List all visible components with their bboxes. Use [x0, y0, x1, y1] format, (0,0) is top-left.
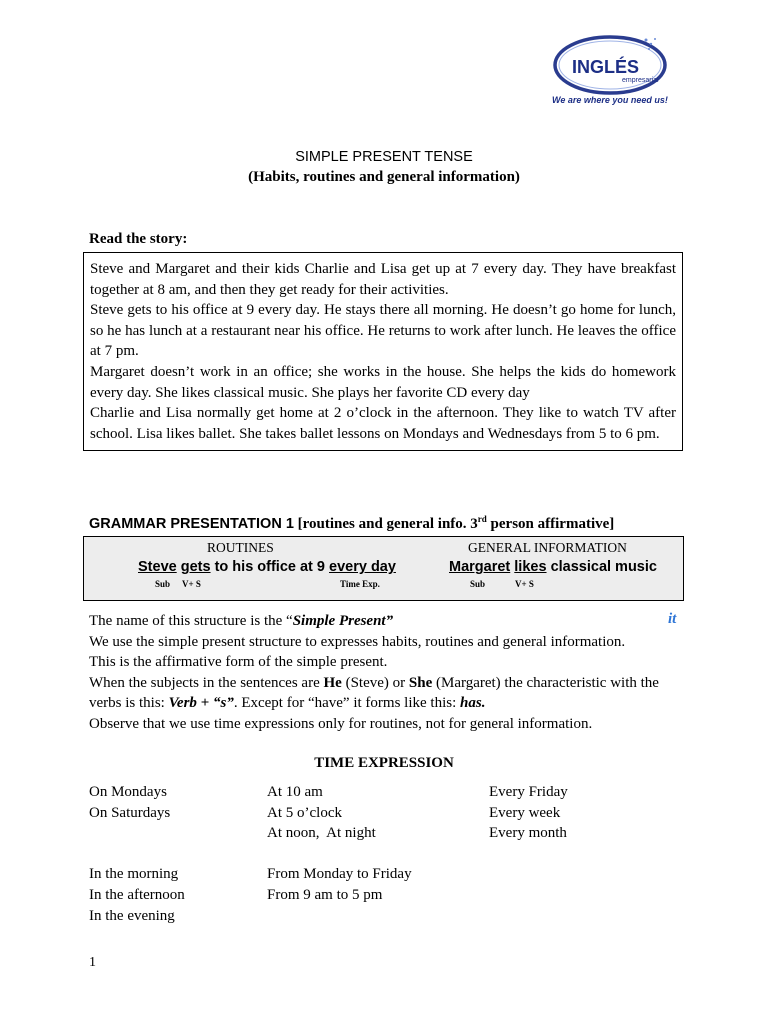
time-expression-item: Every Friday — [489, 784, 568, 800]
story-paragraph: Margaret doesn’t work in an office; she works in the house. She helps the kids do homework every day. She likes classical music. She plays her favorite CD every day — [90, 363, 676, 401]
general-rest: classical music — [550, 559, 657, 575]
time-expression-column-1 — [89, 782, 185, 926]
routine-subject: Steve — [138, 559, 177, 575]
explanation — [89, 611, 679, 735]
routine-sub-label: Sub — [155, 579, 171, 589]
explanation-text: When the subjects in the sentences are — [89, 674, 324, 691]
routine-middle: to his office at 9 — [214, 559, 325, 575]
explanation-line — [89, 611, 679, 632]
routine-time: every day — [329, 559, 396, 575]
explanation-text: . Except for “have” it forms like this: — [233, 695, 461, 712]
time-expression-item: Every month — [489, 825, 567, 842]
grammar-title-sup: rd — [477, 514, 487, 524]
story-box — [83, 252, 683, 451]
explanation-line: This is the affirmative form of the simple present. — [89, 654, 388, 671]
time-expression-item: In the morning — [89, 866, 179, 883]
routines-header: ROUTINES — [207, 540, 274, 555]
time-expression-title: TIME EXPRESSION — [314, 755, 454, 771]
logo-brand: INGLÉS — [572, 57, 640, 77]
time-expression-spacer — [89, 844, 185, 865]
explanation-line — [89, 673, 679, 694]
time-expression-column-2 — [267, 782, 412, 906]
page-subtitle: (Habits, routines and general information) — [248, 169, 520, 185]
general-verb-label: V+ S — [515, 579, 534, 589]
explanation-line: Observe that we use time expressions only for routines, not for general information. — [89, 715, 593, 732]
it-annotation: it — [668, 611, 677, 627]
grammar-title-bracket-post: person affirmative] — [486, 516, 615, 532]
routine-verb: gets — [180, 559, 211, 575]
grammar-title-bracket-pre: [routines and general info. 3 — [297, 516, 478, 532]
time-expression-spacer — [267, 844, 412, 865]
general-sub-label: Sub — [470, 579, 486, 589]
general-subject: Margaret — [449, 559, 511, 575]
grammar-box — [83, 536, 684, 601]
story-paragraph: Steve gets to his office at 9 every day. He stays there all morning. He doesn’t go home for lunch, so he has lunch at a restaurant near his office. He returns to work after lunch. He leaves the office at 7 pm. — [90, 302, 676, 360]
time-expression-item: In the evening — [89, 907, 175, 924]
time-expression-item: In the afternoon — [89, 886, 185, 903]
logo-tagline: We are where you need us! — [552, 95, 668, 105]
general-verb: likes — [514, 559, 547, 575]
routine-sentence — [138, 559, 396, 575]
routine-verb-label: V+ S — [182, 579, 201, 589]
explanation-text: (Steve) or — [341, 674, 409, 691]
time-expression-item: Every week — [489, 804, 561, 821]
time-expression-item: From 9 am to 5 pm — [267, 886, 383, 903]
general-sentence — [449, 559, 657, 575]
time-expression-item: On Saturdays — [89, 804, 171, 821]
time-expression-column-3 — [489, 782, 568, 844]
routine-time-label: Time Exp. — [340, 579, 380, 589]
story-paragraph: Charlie and Lisa normally get home at 2 o’clock in the afternoon. They like to watch TV after school. Lisa likes ballet. She takes ballet lessons on Mondays and Wednesdays from 5 to 6 pm. — [90, 405, 676, 442]
time-expression-item: At 5 o’clock — [267, 804, 342, 821]
page-number: 1 — [89, 955, 96, 970]
explanation-text: verbs is this: — [89, 695, 169, 712]
grammar-presentation-title — [89, 514, 614, 533]
structure-name: Simple Present” — [292, 613, 394, 629]
story-paragraph: Steve and Margaret and their kids Charlie and Lisa get up at 7 every day. They have breakfast together at 8 am, and then they get ready for their activities. — [90, 261, 676, 298]
time-expression-spacer — [89, 823, 185, 844]
page-title: SIMPLE PRESENT TENSE — [295, 149, 473, 165]
verb-rule: Verb + “s” — [168, 695, 234, 712]
has-form: has. — [460, 695, 486, 712]
subject-she: She — [408, 674, 433, 691]
time-expression-item: At 10 am — [267, 784, 323, 800]
explanation-text: (Margaret) the characteristic with the — [432, 674, 659, 691]
logo-brand-sub: empresarial — [622, 77, 659, 84]
grammar-title-main: GRAMMAR PRESENTATION 1 — [89, 516, 294, 532]
time-expression-item: At noon, At night — [267, 825, 376, 842]
explanation-line — [89, 693, 679, 714]
explanation-line: We use the simple present structure to expresses habits, routines and general information. — [89, 633, 626, 650]
subject-he: He — [323, 674, 342, 691]
general-info-header: GENERAL INFORMATION — [468, 540, 627, 555]
explanation-text: The name of this structure is the “ — [89, 613, 293, 629]
read-story-label: Read the story: — [89, 231, 188, 247]
time-expression-item: On Mondays — [89, 784, 167, 800]
time-expression-item: From Monday to Friday — [267, 866, 412, 883]
